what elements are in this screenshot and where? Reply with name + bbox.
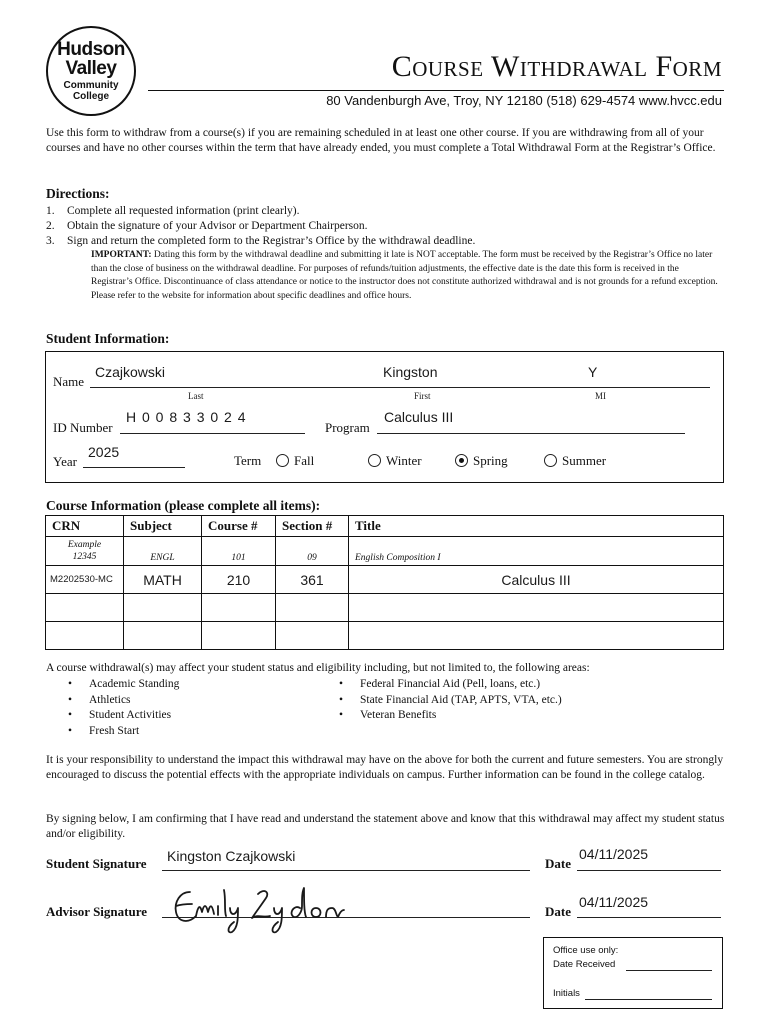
- id-number-line: [120, 433, 305, 434]
- column-header: CRN: [46, 516, 124, 537]
- crn-cell[interactable]: [46, 622, 124, 650]
- direction-text: Complete all requested information (print clearly).: [67, 205, 300, 217]
- student-date-line: [577, 870, 721, 871]
- college-logo: [46, 26, 136, 116]
- list-item: • Fresh Start: [46, 724, 346, 740]
- term-winter-option[interactable]: [368, 453, 422, 469]
- impact-list-left: [46, 677, 346, 739]
- course-number-cell[interactable]: [202, 594, 276, 622]
- program-line: [377, 433, 685, 434]
- program-label: Program: [325, 420, 370, 435]
- term-option-label: Summer: [562, 453, 607, 468]
- important-label: IMPORTANT:: [91, 250, 152, 260]
- responsibility-paragraph: It is your responsibility to understand the impact this withdrawal may have on the above for both the current and future semesters. You are strongly encouraged to discuss the potential effects with the appropriate individuals on campus. Further information can be found in the college catalog.: [46, 754, 724, 781]
- last-name-field[interactable]: Czajkowski: [95, 364, 166, 380]
- advisor-signature-image[interactable]: [168, 882, 350, 934]
- example-title: English Composition I: [349, 537, 724, 566]
- table-row: [46, 622, 724, 650]
- list-item: • Veteran Benefits: [317, 708, 717, 724]
- example-crn-value: 12345: [72, 552, 97, 562]
- first-caption: First: [414, 391, 431, 401]
- student-signature-line: [162, 870, 530, 871]
- example-section: 09: [276, 537, 349, 566]
- subject-cell[interactable]: MATH: [124, 566, 202, 594]
- section-cell[interactable]: [276, 622, 349, 650]
- term-fall-option[interactable]: [276, 453, 314, 469]
- term-option-label: Spring: [473, 453, 508, 468]
- advisor-signature-label: Advisor Signature: [46, 904, 148, 919]
- list-item: • Academic Standing: [46, 677, 346, 693]
- example-row: [46, 537, 724, 566]
- radio-icon[interactable]: [544, 454, 557, 467]
- id-number-label: ID Number: [53, 420, 113, 435]
- confirmation-paragraph: By signing below, I am confirming that I have read and understand the statement above and know that this withdrawal may affect my student status and/or eligibility.: [46, 813, 725, 840]
- course-table: [45, 515, 724, 650]
- course-info-heading: Course Information (please complete all items):: [46, 498, 321, 513]
- direction-text: Sign and return the completed form to the Registrar’s Office by the withdrawal deadline.: [67, 235, 476, 247]
- example-subject: ENGL: [124, 537, 202, 566]
- impact-intro: A course withdrawal(s) may affect your student status and eligibility including, but not limited to, the following areas:: [46, 662, 590, 674]
- header-rule: [148, 90, 724, 91]
- radio-selected-icon[interactable]: [455, 454, 468, 467]
- form-title: Course Withdrawal Form: [391, 50, 722, 83]
- advisor-date-line: [577, 917, 721, 918]
- example-label: Example: [67, 540, 102, 550]
- subject-cell[interactable]: [124, 622, 202, 650]
- section-cell[interactable]: [276, 594, 349, 622]
- date-received-line[interactable]: [626, 970, 712, 971]
- column-header: Title: [349, 516, 724, 537]
- section-cell[interactable]: 361: [276, 566, 349, 594]
- list-item: • Federal Financial Aid (Pell, loans, etc.): [317, 677, 717, 693]
- direction-item: [46, 219, 475, 234]
- directions-heading: Directions:: [46, 186, 110, 201]
- id-number-field[interactable]: H 0 0 8 3 3 0 2 4: [126, 409, 247, 425]
- name-line: [90, 387, 710, 388]
- direction-number: 3.: [46, 235, 55, 247]
- direction-number: 2.: [46, 220, 55, 232]
- logo-line-1: Hudson: [57, 39, 125, 60]
- name-label: Name: [53, 374, 85, 389]
- table-row: [46, 594, 724, 622]
- advisor-date-field[interactable]: 04/11/2025: [579, 894, 649, 910]
- important-note: [91, 249, 721, 303]
- student-date-label: Date: [545, 856, 571, 871]
- crn-cell[interactable]: M2202530-MC: [46, 566, 124, 594]
- column-header: Section #: [276, 516, 349, 537]
- student-info-heading: Student Information:: [46, 331, 170, 346]
- initials-line[interactable]: [585, 999, 712, 1000]
- college-address: 80 Vandenburgh Ave, Troy, NY 12180 (518) 629-4574 www.hvcc.edu: [326, 93, 722, 108]
- date-received-label: Date Received: [553, 959, 616, 970]
- student-signature-label: Student Signature: [46, 856, 147, 871]
- list-item: • Student Activities: [46, 708, 346, 724]
- course-number-cell[interactable]: [202, 622, 276, 650]
- important-text: Dating this form by the withdrawal deadline and submitting it late is NOT acceptable. The form must be received by the Registrar’s Office no later than the close of business on the withdrawal deadline. For purposes of refunds/tuition adjustments, the effective date is the date this form is received in the Registrar’s Office. Discontinuance of class attendance or notice to the instructor does not constitute authorized withdrawal and is not grounds for a refund exception. Please refer to the website for information about specific deadlines and office hours.: [91, 250, 718, 301]
- student-date-field[interactable]: 04/11/2025: [579, 846, 649, 862]
- program-field[interactable]: Calculus III: [384, 409, 454, 425]
- table-row: [46, 566, 724, 594]
- middle-initial-field[interactable]: Y: [588, 364, 598, 380]
- office-use-box: [543, 937, 723, 1009]
- last-caption: Last: [188, 391, 204, 401]
- advisor-date-label: Date: [545, 904, 571, 919]
- student-signature-field[interactable]: Kingston Czajkowski: [167, 848, 296, 864]
- column-header: Subject: [124, 516, 202, 537]
- course-table-header: [46, 516, 724, 537]
- logo-line-4: College: [72, 91, 110, 102]
- year-field[interactable]: 2025: [88, 444, 120, 460]
- title-cell[interactable]: [349, 594, 724, 622]
- office-use-title: Office use only:: [553, 945, 619, 956]
- term-summer-option[interactable]: [544, 453, 606, 469]
- direction-item: [46, 234, 475, 249]
- initials-label: Initials: [553, 988, 580, 999]
- year-label: Year: [53, 454, 77, 469]
- impact-list-right: [317, 677, 717, 724]
- logo-line-2: Valley: [65, 58, 117, 79]
- term-option-label: Fall: [294, 453, 315, 468]
- title-cell[interactable]: [349, 622, 724, 650]
- title-cell[interactable]: Calculus III: [349, 566, 724, 594]
- term-spring-option[interactable]: [455, 453, 508, 469]
- first-name-field[interactable]: Kingston: [383, 364, 438, 380]
- mi-caption: MI: [595, 391, 606, 401]
- list-item: • Athletics: [46, 693, 346, 709]
- direction-text: Obtain the signature of your Advisor or Department Chairperson.: [67, 220, 368, 232]
- crn-cell[interactable]: [46, 594, 124, 622]
- subject-cell[interactable]: [124, 594, 202, 622]
- list-item: • State Financial Aid (TAP, APTS, VTA, etc.): [317, 693, 717, 709]
- course-number-cell[interactable]: 210: [202, 566, 276, 594]
- term-label: Term: [234, 453, 262, 468]
- direction-item: [46, 204, 475, 219]
- radio-icon[interactable]: [368, 454, 381, 467]
- intro-paragraph: Use this form to withdraw from a course(s) if you are remaining scheduled in at least one other course. If you are withdrawing from all of your courses and have no other courses within the term that have already ended, you must complete a Total Withdrawal Form at the Registrar’s Office.: [46, 127, 716, 154]
- column-header: Course #: [202, 516, 276, 537]
- term-option-label: Winter: [386, 453, 422, 468]
- radio-icon[interactable]: [276, 454, 289, 467]
- year-line: [83, 467, 185, 468]
- direction-number: 1.: [46, 205, 55, 217]
- logo-line-3: Community: [63, 80, 119, 91]
- example-crn: [46, 537, 124, 566]
- directions-list: [46, 204, 475, 249]
- example-course: 101: [202, 537, 276, 566]
